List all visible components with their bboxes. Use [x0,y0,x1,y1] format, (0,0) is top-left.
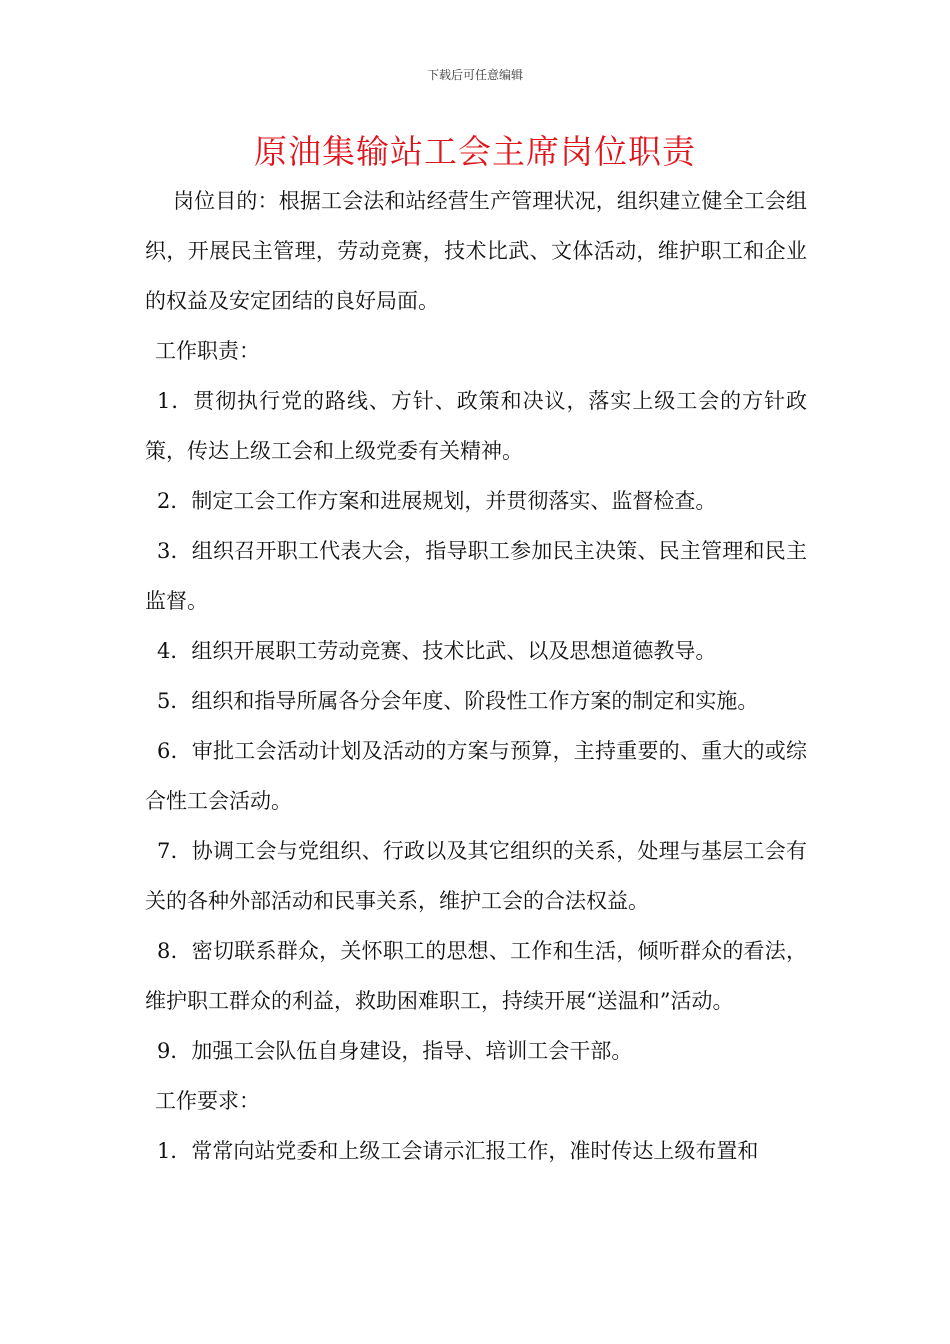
duty-item-3: 3．组织召开职工代表大会，指导职工参加民主决策、民主管理和民主监督。 [145,539,807,613]
duty-item-5: 5．组织和指导所属各分会年度、阶段性工作方案的制定和实施。 [157,689,759,713]
duties-heading: 工作职责： [155,339,260,363]
document-title: 原油集输站工会主席岗位职责 [254,132,696,171]
requirements-heading: 工作要求： [155,1089,260,1113]
duty-item-9: 9．加强工会队伍自身建设，指导、培训工会干部。 [157,1039,633,1063]
duty-item-7: 7．协调工会与党组织、行政以及其它组织的关系，处理与基层工会有关的各种外部活动和民事关系，维护工会的合法权益。 [145,839,807,913]
duty-item-8: 8．密切联系群众，关怀职工的思想、工作和生活，倾听群众的看法，维护职工群众的利益，救助困难职工，持续开展“送温和”活动。 [145,939,807,1013]
document-body [145,176,807,1176]
requirement-item-1: 1．常常向站党委和上级工会请示汇报工作，准时传达上级布置和 [157,1139,759,1163]
purpose-paragraph: 岗位目的：根据工会法和站经营生产管理状况，组织建立健全工会组织，开展民主管理，劳动竞赛，技术比武、文体活动，维护职工和企业的权益及安定团结的良好局面。 [145,189,807,313]
duty-item-6: 6．审批工会活动计划及活动的方案与预算，主持重要的、重大的或综合性工会活动。 [145,739,807,813]
header-note: 下载后可任意编辑 [426,68,523,82]
duty-item-4: 4．组织开展职工劳动竞赛、技术比武、以及思想道德教导。 [157,639,717,663]
duty-item-2: 2．制定工会工作方案和进展规划，并贯彻落实、监督检查。 [157,489,717,513]
duty-item-1: 1．贯彻执行党的路线、方针、政策和决议，落实上级工会的方针政策，传达上级工会和上级党委有关精神。 [145,389,807,463]
